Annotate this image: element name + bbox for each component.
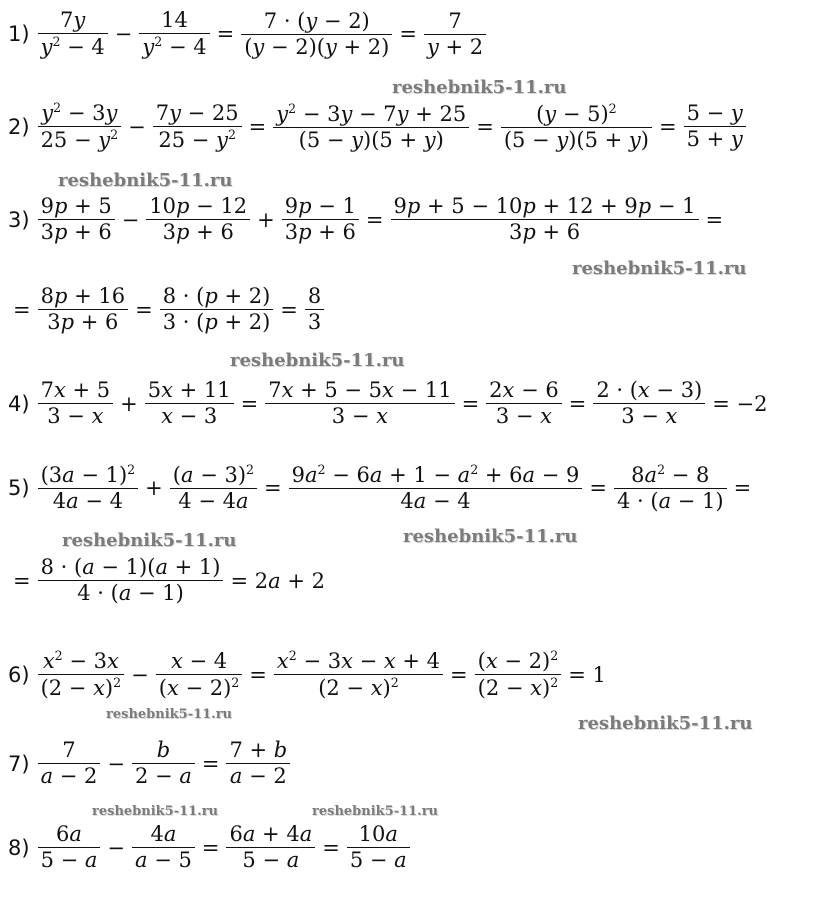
- numerator: 7x + 5 − 5x − 11: [268, 378, 452, 402]
- numerator: 9p − 1: [284, 194, 356, 218]
- numerator: 5x + 11: [147, 378, 231, 402]
- denominator: $(2 - x)^2$: [40, 675, 122, 701]
- numerator: $(3a - 1)^2$: [40, 462, 136, 487]
- fraction: [241, 9, 392, 60]
- denominator: $y^2 - 4$: [40, 34, 105, 60]
- operator: =: [201, 835, 220, 860]
- fraction: [153, 101, 242, 153]
- operator: =: [461, 391, 480, 416]
- operator: −: [121, 207, 140, 232]
- denominator: (y − 2)(y + 2): [244, 34, 390, 59]
- operator: =: [399, 22, 417, 47]
- fraction: [38, 284, 129, 335]
- operator: =: [240, 391, 259, 416]
- exercise-number: 7): [8, 751, 30, 776]
- operator: = 1: [568, 662, 606, 687]
- operator: −: [131, 662, 149, 687]
- numerator: 10p − 12: [149, 194, 248, 218]
- exercise-number: 2): [8, 114, 30, 139]
- fraction: [38, 738, 101, 789]
- numerator: 7 · (y − 2): [263, 8, 370, 33]
- watermark: reshebnik5-11.ru: [230, 350, 405, 371]
- numerator: $9a^2 - 6a + 1 - a^2 + 6a - 9$: [291, 462, 580, 487]
- denominator: 3p + 6: [47, 310, 119, 335]
- operator: −: [107, 751, 126, 776]
- watermark: reshebnik5-11.ru: [572, 258, 747, 279]
- exercise-5-continued: [8, 555, 330, 606]
- operator: =: [248, 114, 267, 139]
- fraction: [347, 822, 410, 873]
- numerator: x − 4: [170, 648, 228, 673]
- denominator: 4 − 4a: [178, 489, 249, 514]
- denominator: 4 · (a − 1): [616, 489, 724, 514]
- fraction: [38, 100, 122, 153]
- fraction: [265, 378, 454, 429]
- operator: =: [568, 391, 587, 416]
- operator: = −2: [712, 391, 768, 416]
- exercise-number: 3): [8, 207, 30, 232]
- watermark: reshebnik5-11.ru: [392, 77, 567, 98]
- operator: +: [145, 476, 163, 501]
- denominator: y + 2: [426, 34, 484, 59]
- fraction: [391, 194, 699, 245]
- denominator: 5 + y: [686, 127, 743, 152]
- denominator: 4a − 4: [52, 489, 123, 514]
- denominator: 3: [307, 310, 322, 335]
- exercise-8: [8, 822, 412, 873]
- fraction: [273, 101, 469, 153]
- fraction: [226, 738, 290, 789]
- denominator: 5 − a: [40, 848, 98, 873]
- fraction: [226, 822, 315, 873]
- fraction: [145, 378, 234, 429]
- fraction: [139, 8, 209, 60]
- exercise-3: [8, 194, 728, 245]
- denominator: 3p + 6: [162, 220, 234, 245]
- operator: =: [365, 207, 384, 232]
- denominator: (5 − y)(5 + y): [503, 127, 649, 152]
- operator: =: [13, 297, 31, 322]
- fraction: [38, 648, 125, 701]
- denominator: (5 − y)(5 + y): [298, 127, 444, 152]
- operator: = 2a + 2: [230, 568, 325, 593]
- numerator: 2 · (x − 3): [596, 378, 703, 402]
- denominator: 3p + 6: [508, 220, 581, 245]
- operator: =: [322, 835, 340, 860]
- operator: =: [476, 114, 494, 139]
- numerator: 7x + 5: [40, 378, 111, 402]
- denominator: $25 - y^2$: [40, 127, 119, 153]
- watermark: reshebnik5-11.ru: [312, 804, 439, 819]
- exercise-2: [8, 100, 748, 153]
- operator: =: [216, 22, 235, 47]
- numerator: $y^2 - 3y - 7y + 25$: [276, 100, 467, 126]
- fraction: [38, 555, 224, 606]
- fraction: [170, 462, 257, 514]
- fraction: [424, 9, 486, 60]
- numerator: 7 + b: [229, 738, 288, 762]
- watermark: reshebnik5-11.ru: [578, 713, 753, 734]
- numerator: 10a: [358, 822, 398, 846]
- exercise-6: [8, 648, 611, 701]
- numerator: 14: [161, 8, 188, 32]
- operator: =: [733, 476, 752, 501]
- numerator: $x^2 - 3x$: [42, 648, 119, 673]
- numerator: 2x − 6: [489, 378, 559, 402]
- operator: −: [107, 835, 126, 860]
- operator: =: [201, 751, 220, 776]
- fraction: [132, 822, 195, 873]
- operator: =: [135, 297, 153, 322]
- numerator: 6a + 4a: [229, 822, 313, 846]
- watermark: reshebnik5-11.ru: [62, 530, 237, 551]
- denominator: a − 2: [40, 764, 98, 789]
- exercise-3-continued: [8, 284, 326, 335]
- exercise-5: [8, 462, 756, 514]
- denominator: 3 − x: [47, 404, 104, 429]
- numerator: 8 · (p + 2): [162, 284, 271, 308]
- operator: =: [450, 662, 468, 687]
- denominator: 4 · (a − 1): [77, 581, 184, 606]
- denominator: a − 2: [229, 764, 287, 789]
- watermark: reshebnik5-11.ru: [58, 170, 233, 191]
- denominator: 3p + 6: [40, 220, 112, 245]
- fraction: [146, 194, 250, 245]
- fraction: [38, 462, 139, 514]
- fraction: [38, 8, 108, 60]
- operator: −: [114, 22, 133, 47]
- watermark: reshebnik5-11.ru: [106, 707, 233, 722]
- fraction: [274, 648, 443, 701]
- numerator: $(a - 3)^2$: [172, 462, 255, 487]
- fraction: [160, 284, 274, 335]
- denominator: $(2 - x)^2$: [477, 675, 559, 701]
- numerator: 8: [307, 284, 322, 308]
- numerator: 8p + 16: [40, 284, 126, 308]
- numerator: $y^2 - 3y$: [41, 100, 118, 125]
- exercise-7: [8, 738, 292, 789]
- denominator: 3 − x: [621, 404, 678, 429]
- exercise-1: [8, 8, 488, 60]
- operator: =: [13, 568, 31, 593]
- numerator: 6a: [56, 822, 82, 846]
- operator: =: [249, 662, 267, 687]
- fraction: [38, 194, 115, 245]
- numerator: $(y - 5)^2$: [536, 100, 617, 126]
- numerator: 7: [62, 738, 76, 762]
- fraction: [38, 822, 101, 873]
- operator: −: [128, 114, 146, 139]
- numerator: b: [156, 738, 171, 762]
- operator: =: [589, 476, 607, 501]
- numerator: 7: [448, 8, 462, 33]
- numerator: 8 · (a − 1)(a + 1): [40, 555, 221, 579]
- numerator: $8a^2 - 8$: [631, 462, 710, 487]
- operator: =: [658, 114, 677, 139]
- watermark: reshebnik5-11.ru: [92, 804, 219, 819]
- fraction: [684, 101, 746, 152]
- operator: +: [120, 391, 138, 416]
- fraction: [38, 378, 114, 429]
- exercise-number: 5): [8, 476, 30, 501]
- denominator: a − 5: [135, 848, 192, 873]
- exercise-number: 1): [8, 22, 30, 47]
- fraction: [486, 378, 562, 429]
- numerator: 9p + 5 − 10p + 12 + 9p − 1: [393, 194, 696, 218]
- denominator: $(2 - x)^2$: [318, 675, 399, 701]
- exercise-number: 4): [8, 391, 30, 416]
- denominator: $(x - 2)^2$: [158, 674, 240, 700]
- denominator: 5 − a: [349, 848, 407, 873]
- operator: =: [280, 297, 298, 322]
- fraction: [501, 101, 652, 153]
- denominator: 5 − a: [242, 848, 300, 873]
- numerator: 9p + 5: [40, 194, 112, 218]
- denominator: x − 3: [161, 404, 218, 429]
- numerator: 7y: [60, 8, 86, 32]
- fraction: [156, 649, 243, 701]
- exercise-number: 6): [8, 662, 30, 687]
- exercise-4: [8, 378, 772, 429]
- operator: +: [257, 207, 275, 232]
- denominator: $25 - y^2$: [158, 126, 236, 152]
- denominator: 3 · (p + 2): [162, 310, 271, 335]
- numerator: $x^2 - 3x - x + 4$: [276, 648, 441, 673]
- numerator: $(x - 2)^2$: [477, 648, 559, 673]
- denominator: 3p + 6: [284, 220, 356, 245]
- denominator: 2 − a: [135, 764, 192, 789]
- exercise-number: 8): [8, 835, 30, 860]
- operator: =: [264, 476, 282, 501]
- denominator: 3 − x: [495, 404, 553, 429]
- fraction: [282, 194, 359, 245]
- fraction: [132, 738, 195, 789]
- numerator: 7y − 25: [155, 100, 239, 125]
- operator: =: [705, 207, 724, 232]
- fraction: [475, 648, 562, 701]
- denominator: 3 − x: [331, 404, 388, 429]
- numerator: 5 − y: [686, 101, 743, 125]
- fraction: [593, 378, 705, 429]
- watermark: reshebnik5-11.ru: [403, 526, 578, 547]
- fraction: [614, 462, 727, 514]
- denominator: $y^2 - 4$: [142, 34, 207, 60]
- numerator: 4a: [150, 822, 177, 846]
- fraction: [289, 462, 583, 514]
- denominator: 4a − 4: [400, 489, 471, 514]
- fraction: [305, 284, 324, 335]
